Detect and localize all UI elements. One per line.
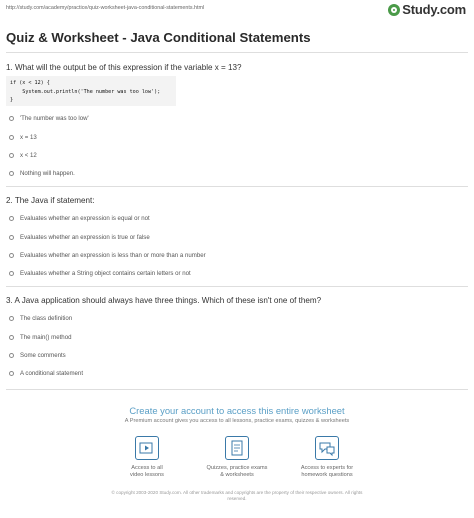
q3-option-3[interactable] [9, 352, 66, 359]
radio-icon[interactable] [9, 135, 14, 140]
q1-option-4[interactable] [9, 170, 75, 177]
feature-label: Access to all [131, 465, 163, 471]
page-title: Quiz & Worksheet - Java Conditional Statements [6, 30, 311, 45]
option-label: x = 13 [20, 134, 37, 141]
radio-icon[interactable] [9, 371, 14, 376]
option-label: Evaluates whether an expression is equal or not [20, 215, 150, 222]
page-url: http://study.com/academy/practice/quiz-worksheet-java-conditional-statements.html [6, 5, 205, 11]
feature-video-lessons [97, 436, 197, 480]
logo-mark-icon [388, 4, 400, 16]
option-label: Nothing will happen. [20, 170, 75, 177]
code-line-3: } [10, 97, 14, 103]
radio-icon[interactable] [9, 316, 14, 321]
feature-label: video lessons [130, 472, 164, 479]
radio-icon[interactable] [9, 116, 14, 121]
radio-icon[interactable] [9, 171, 14, 176]
q2-option-2[interactable] [9, 234, 150, 241]
feature-experts [277, 436, 377, 480]
cta-subtitle: A Premium account gives you access to all lessons, practice exams, quizzes & worksheets [124, 418, 350, 424]
q1-option-3[interactable] [9, 152, 37, 159]
option-label: The class definition [20, 315, 73, 322]
radio-icon[interactable] [9, 216, 14, 221]
option-label: x < 12 [20, 152, 37, 159]
question-2-text: 2. The Java if statement: [6, 196, 95, 205]
radio-icon[interactable] [9, 335, 14, 340]
footer-line-1: © copyright 2003-2020 Study.com. All other trademarks and copyrights are the property of their respective owners. All rights [111, 490, 363, 495]
question-divider [6, 389, 468, 390]
feature-label: & worksheets [220, 472, 254, 479]
question-divider [6, 286, 468, 287]
question-divider [6, 186, 468, 187]
radio-icon[interactable] [9, 153, 14, 158]
chat-experts-icon [315, 436, 339, 460]
code-snippet [6, 76, 176, 106]
q3-option-4[interactable] [9, 370, 83, 377]
code-line-1: if (x < 12) { [10, 80, 50, 86]
option-label: Some comments [20, 352, 66, 359]
option-label: Evaluates whether an expression is true or false [20, 234, 150, 241]
logo-text: Study.com [402, 2, 466, 17]
radio-icon[interactable] [9, 235, 14, 240]
q1-option-1[interactable] [9, 115, 89, 122]
q3-option-1[interactable] [9, 315, 72, 322]
option-label: 'The number was too low' [20, 115, 89, 122]
option-label: The main() method [20, 334, 72, 341]
q2-option-1[interactable] [9, 215, 150, 222]
study-logo[interactable] [388, 2, 466, 17]
option-label: Evaluates whether an expression is less than or more than a number [20, 252, 206, 259]
question-3-text: 3. A Java application should always have three things. Which of these isn't one of them? [6, 296, 322, 305]
feature-label: homework questions [301, 472, 353, 479]
quiz-worksheet-icon [225, 436, 249, 460]
footer-line-2: reserved. [227, 496, 247, 501]
option-label: A conditional statement [20, 370, 84, 377]
cta-title[interactable]: Create your account to access this entire worksheet [129, 405, 345, 416]
title-divider [6, 52, 468, 53]
q1-option-2[interactable] [9, 134, 37, 141]
copyright-footer [0, 490, 474, 502]
option-label: Evaluates whether a String object contains certain letters or not [20, 270, 191, 277]
video-play-icon [135, 436, 159, 460]
q2-option-3[interactable] [9, 252, 206, 259]
q3-option-2[interactable] [9, 334, 71, 341]
question-1-text: 1. What will the output be of this expression if the variable x = 13? [6, 63, 242, 72]
feature-label: Access to experts for [300, 465, 354, 471]
code-line-2: System.out.println('The number was too low'); [10, 88, 161, 95]
feature-quizzes [187, 436, 287, 480]
radio-icon[interactable] [9, 253, 14, 258]
radio-icon[interactable] [9, 353, 14, 358]
feature-label: Quizzes, practice exams [206, 465, 268, 471]
q2-option-4[interactable] [9, 270, 191, 277]
radio-icon[interactable] [9, 271, 14, 276]
